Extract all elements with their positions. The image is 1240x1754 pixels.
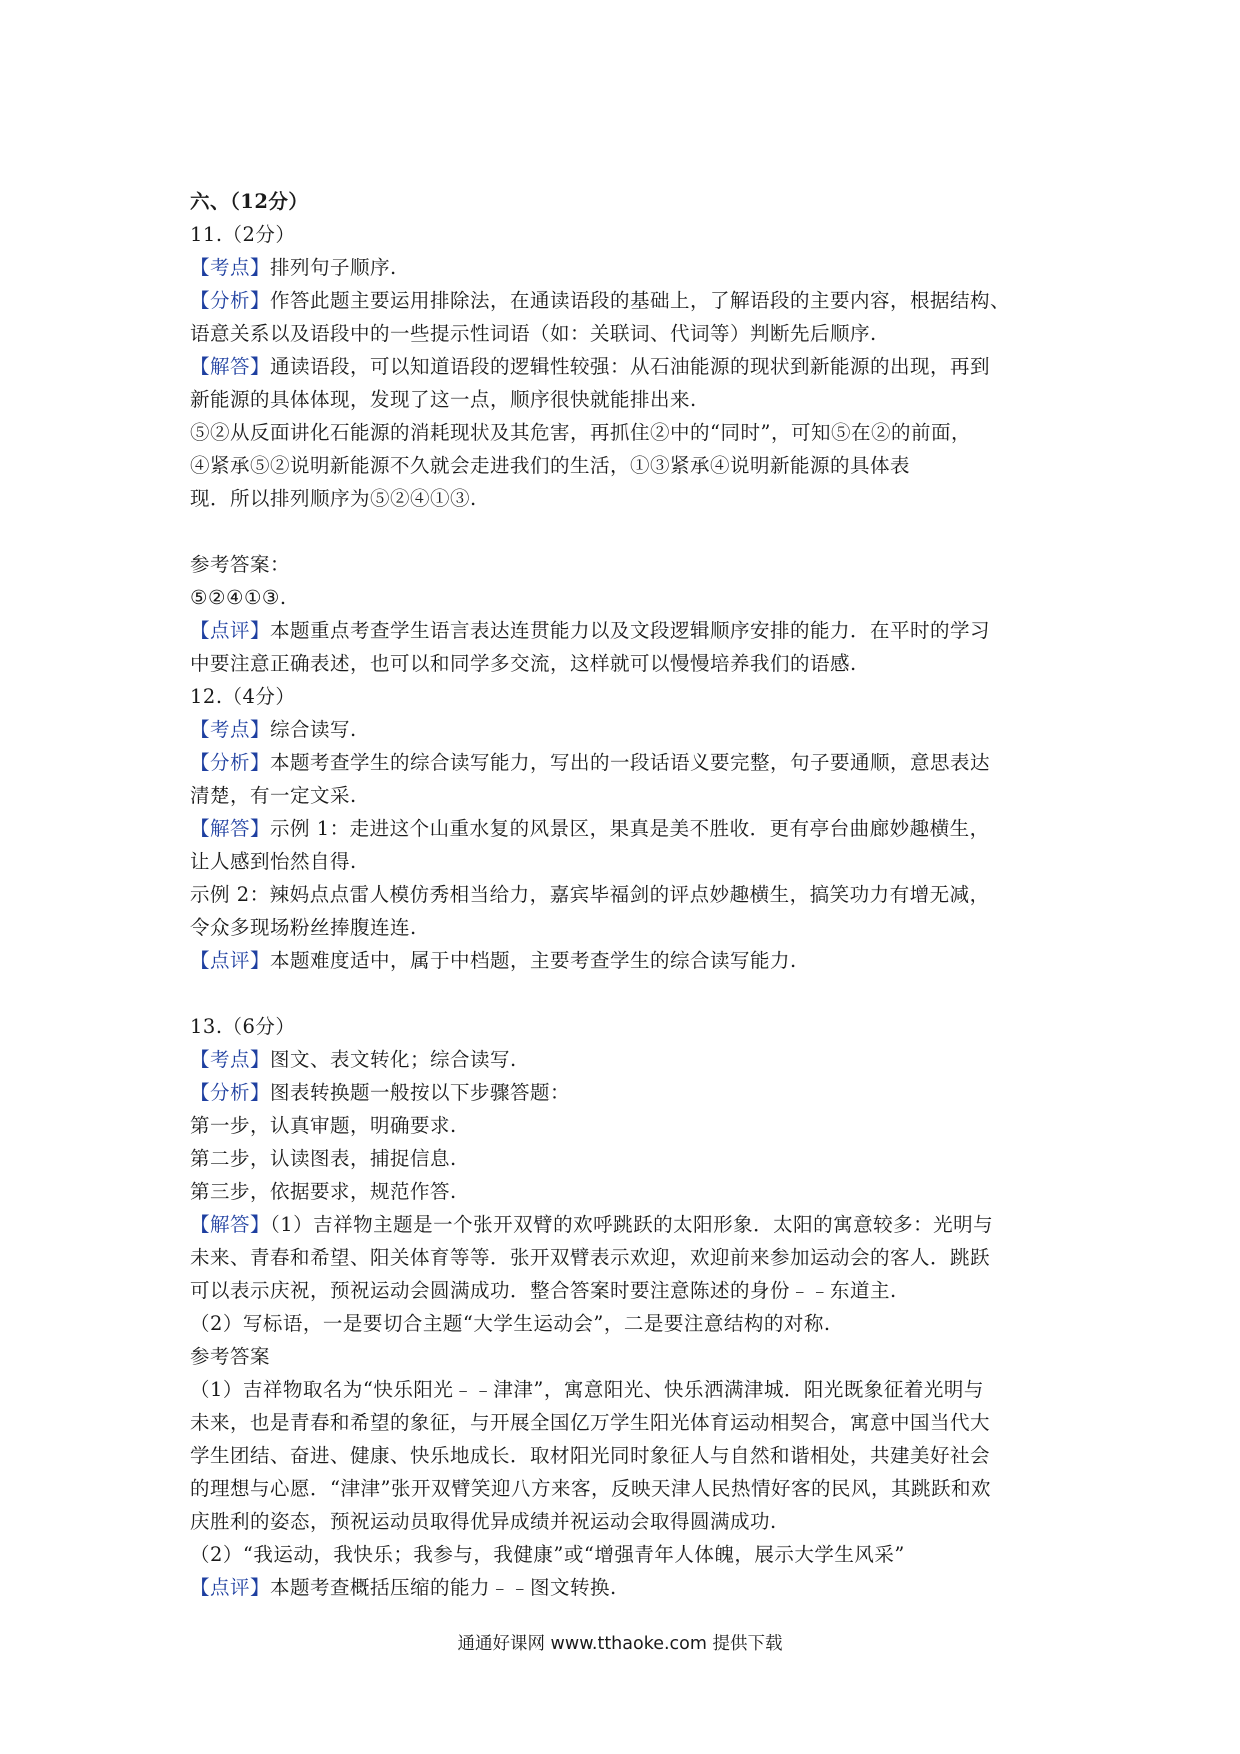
q12-jieda-text: 示例 1：走进这个山重水复的风景区，果真是美不胜收．更有亭台曲廊妙趣横生，	[270, 817, 990, 840]
jieda-tag: 【解答】	[190, 1213, 271, 1236]
fenxi-tag: 【分析】	[190, 1081, 271, 1104]
q13-answer-line: （2）“我运动，我快乐；我参与，我健康”或“增强青年人体魄，展示大学生风采”	[190, 1543, 905, 1566]
q12-jieda-line: 让人感到怡然自得.	[190, 850, 357, 873]
dianping-tag: 【点评】	[190, 619, 271, 642]
q11-header: 11.（2分）	[190, 223, 296, 246]
q13-answer-line: （1）吉祥物取名为“快乐阳光﹣﹣津津”，寓意阳光、快乐洒满津城．阳光既象征着光明与	[190, 1378, 984, 1401]
q11-jieda-line: ⑤②从反面讲化石能源的消耗现状及其危害，再抓住②中的“同时”，可知⑤在②的前面，	[190, 421, 971, 444]
q12-dianping-text: 本题难度适中，属于中档题，主要考查学生的综合读写能力.	[270, 949, 797, 972]
page-footer: 通通好课网 www.tthaoke.com 提供下载	[457, 1634, 783, 1654]
q11-kaodian-text: 排列句子顺序.	[270, 256, 397, 279]
q13-dianping	[190, 1571, 1070, 1604]
q13-kaodian	[190, 1043, 1070, 1076]
q12-dianping	[190, 944, 1070, 977]
dianping-tag: 【点评】	[190, 949, 271, 972]
q11-dianping-line: 中要注意正确表述，也可以和同学多交流，这样就可以慢慢培养我们的语感.	[190, 652, 857, 675]
q13-jieda-line: （2）写标语，一是要切合主题“大学生运动会”，二是要注意结构的对称.	[190, 1312, 831, 1335]
q11-dianping	[190, 614, 1070, 647]
q12-header: 12.（4分）	[190, 685, 296, 708]
q13-answer-line: 学生团结、奋进、健康、快乐地成长．取材阳光同时象征人与自然和谐相处，共建美好社会	[190, 1444, 991, 1467]
q11-kaodian	[190, 251, 1070, 284]
page-content	[190, 185, 1070, 1604]
fenxi-tag: 【分析】	[190, 751, 271, 774]
q12-fenxi-text: 本题考查学生的综合读写能力，写出的一段话语义要完整，句子要通顺，意思表达	[270, 751, 991, 774]
q13-step: 第一步，认真审题，明确要求.	[190, 1114, 457, 1137]
q11-fenxi-text: 作答此题主要运用排除法，在通读语段的基础上，了解语段的主要内容，根据结构、	[270, 289, 1011, 312]
kaodian-tag: 【考点】	[190, 1048, 271, 1071]
q12-jieda-line: 示例 2：辣妈点点雷人模仿秀相当给力，嘉宾毕福剑的评点妙趣横生，搞笑功力有增无减，	[190, 883, 990, 906]
q12-kaodian-text: 综合读写.	[270, 718, 357, 741]
section-title: 六、（12分）	[190, 190, 309, 213]
fenxi-tag: 【分析】	[190, 289, 271, 312]
q13-jieda	[190, 1208, 1070, 1241]
q12-fenxi	[190, 746, 1070, 779]
q13-header: 13.（6分）	[190, 1015, 296, 1038]
q13-jieda-text: （1）吉祥物主题是一个张开双臂的欢呼跳跃的太阳形象．太阳的寓意较多：光明与	[270, 1213, 994, 1236]
q12-jieda	[190, 812, 1070, 845]
q11-fenxi	[190, 284, 1070, 317]
spacer	[190, 515, 1070, 548]
q13-dianping-text: 本题考查概括压缩的能力﹣﹣图文转换.	[270, 1576, 617, 1599]
q13-fenxi-text: 图表转换题一般按以下步骤答题：	[270, 1081, 571, 1104]
q13-jieda-line: 可以表示庆祝，预祝运动会圆满成功．整合答案时要注意陈述的身份﹣﹣东道主.	[190, 1279, 897, 1302]
jieda-tag: 【解答】	[190, 355, 271, 378]
kaodian-tag: 【考点】	[190, 256, 271, 279]
q11-fenxi-line: 语意关系以及语段中的一些提示性词语（如：关联词、代词等）判断先后顺序.	[190, 322, 877, 345]
q13-answer-line: 未来，也是青春和希望的象征，与开展全国亿万学生阳光体育运动相契合，寓意中国当代大	[190, 1411, 991, 1434]
q11-jieda-line: ④紧承⑤②说明新能源不久就会走进我们的生活，①③紧承④说明新能源的具体表	[190, 454, 911, 477]
q13-answer-label: 参考答案	[190, 1345, 271, 1368]
q12-fenxi-line: 清楚，有一定文采.	[190, 784, 357, 807]
q12-kaodian	[190, 713, 1070, 746]
q11-answer-label: 参考答案：	[190, 553, 291, 576]
spacer	[190, 977, 1070, 1010]
q13-answer-line: 的理想与心愿．“津津”张开双臂笑迎八方来客，反映天津人民热情好客的民风，其跳跃和欢	[190, 1477, 991, 1500]
dianping-tag: 【点评】	[190, 1576, 271, 1599]
q11-jieda-line: 新能源的具体体现，发现了这一点，顺序很快就能排出来.	[190, 388, 697, 411]
q11-jieda	[190, 350, 1070, 383]
q11-answer: ⑤②④①③.	[190, 586, 287, 609]
kaodian-tag: 【考点】	[190, 718, 271, 741]
q13-answer-line: 庆胜利的姿态，预祝运动员取得优异成绩并祝运动会取得圆满成功.	[190, 1510, 777, 1533]
q13-fenxi	[190, 1076, 1070, 1109]
q11-dianping-text: 本题重点考查学生语言表达连贯能力以及文段逻辑顺序安排的能力．在平时的学习	[270, 619, 991, 642]
q13-step: 第三步，依据要求，规范作答.	[190, 1180, 457, 1203]
q11-jieda-line: 现．所以排列顺序为⑤②④①③.	[190, 487, 477, 510]
q12-jieda-line: 令众多现场粉丝捧腹连连.	[190, 916, 417, 939]
q11-jieda-text: 通读语段，可以知道语段的逻辑性较强：从石油能源的现状到新能源的出现，再到	[270, 355, 991, 378]
q13-jieda-line: 未来、青春和希望、阳关体育等等．张开双臂表示欢迎，欢迎前来参加运动会的客人．跳跃	[190, 1246, 991, 1269]
q13-step: 第二步，认读图表，捕捉信息.	[190, 1147, 457, 1170]
q13-kaodian-text: 图文、表文转化；综合读写.	[270, 1048, 517, 1071]
jieda-tag: 【解答】	[190, 817, 271, 840]
